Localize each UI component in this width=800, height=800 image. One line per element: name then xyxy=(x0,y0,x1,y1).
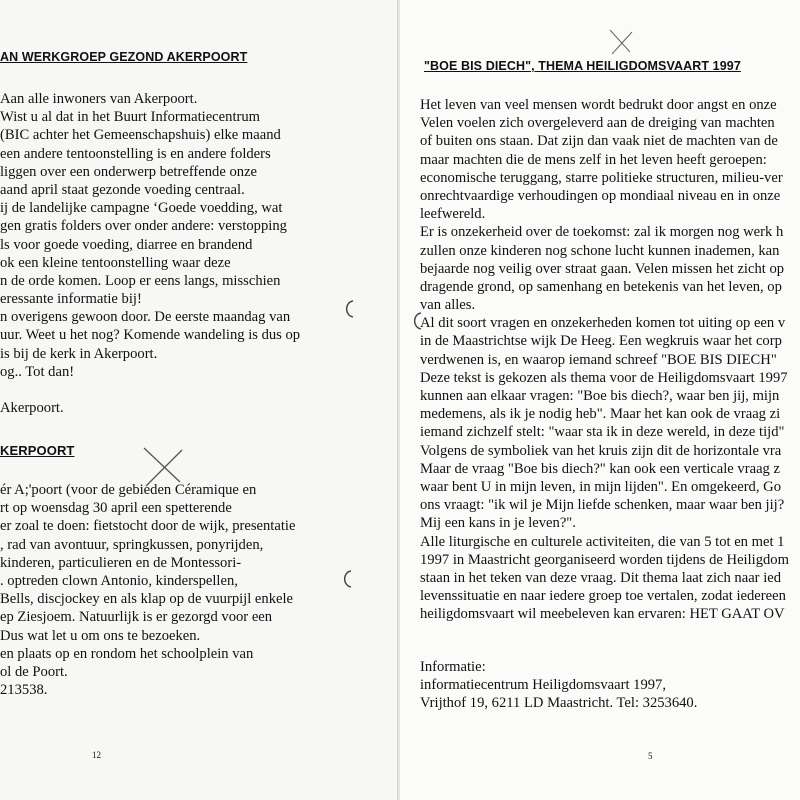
text-line: Vrijthof 19, 6211 LD Maastricht. Tel: 3253640. xyxy=(420,695,698,712)
text-line: kinderen, particulieren en de Montessori- xyxy=(0,554,242,571)
text-line: zullen onze kinderen nog schone lucht kunnen inademen, kan xyxy=(420,242,780,259)
text-line: rt op woensdag 30 april een spetterende xyxy=(0,500,232,517)
text-line xyxy=(0,381,300,399)
text-line: 213538. xyxy=(0,682,48,699)
text-line: waar bent U in mijn leven, in mijn lijden". En omgekeerd, Go xyxy=(420,478,781,495)
text-line: n overigens gewoon door. De eerste maandag van xyxy=(0,309,291,326)
text-line: Velen voelen zich overgeleverd aan de dreiging van machten xyxy=(420,115,775,132)
right-body-text xyxy=(420,96,789,623)
text-line: maar machten die de mens zelf in het leven heeft geroepen: xyxy=(420,151,767,168)
text-line: van alles. xyxy=(420,297,476,314)
text-line: Akerpoort. xyxy=(0,400,64,417)
text-line: ls voor goede voeding, diarree en brandend xyxy=(0,236,253,253)
left-section-1 xyxy=(0,90,300,417)
text-line: Er is onzekerheid over de toekomst: zal ik morgen nog werk h xyxy=(420,224,784,241)
text-line: Volgens de symboliek van het kruis zijn dit de horizontale vra xyxy=(420,442,782,459)
left-heading-1: AN WERKGROEP GEZOND AKERPOORT xyxy=(0,50,248,64)
punch-hole-mark xyxy=(340,568,354,590)
text-line: ons vraagt: "ik wil je Mijn liefde schenken, maar waar ben jij? xyxy=(420,497,785,514)
text-line: Al dit soort vragen en onzekerheden komen tot uiting op een v xyxy=(420,315,786,332)
text-line: dragende grond, op samenhang en betekenis van het leven, op xyxy=(420,278,782,295)
text-line: informatiecentrum Heiligdomsvaart 1997, xyxy=(420,677,666,694)
text-line: ol de Poort. xyxy=(0,663,68,680)
text-line: 1997 in Maastricht georganiseerd worden tijdens de Heiligdom xyxy=(420,551,789,568)
text-line: Maar de vraag "Boe bis diech?" kan ook een verticale vraag z xyxy=(420,460,780,477)
right-page xyxy=(400,0,800,800)
text-line: gen gratis folders over onder andere: verstopping xyxy=(0,218,287,235)
pencil-x-mark xyxy=(138,442,188,492)
text-line: og.. Tot dan! xyxy=(0,363,75,380)
text-line: Bells, discjockey en als klap op de vuurpijl enkele xyxy=(0,591,294,608)
text-line: kunnen aan elkaar vragen: "Boe bis diech?, waar ben jij, mijn xyxy=(420,388,780,404)
text-line: heiligdomsvaart wil meebeleven kan ervaren: HET GAAT OV xyxy=(420,606,785,623)
right-page-number: 5 xyxy=(648,751,653,761)
left-heading-2: KERPOORT xyxy=(0,443,75,458)
text-line: verdwenen is, en waarop iemand schreef "BOE BIS DIECH" xyxy=(420,351,777,368)
text-line: economische teruggang, starre politieke structuren, milieu-ver xyxy=(420,169,783,186)
text-line: Aan alle inwoners van Akerpoort. xyxy=(0,91,198,107)
text-line: levenssituatie en naar iedere groep toe vertalen, zodat iedereen xyxy=(420,588,786,605)
text-line: er zoal te doen: fietstocht door de wijk, presentatie xyxy=(0,518,296,535)
text-line: staan in het teken van deze vraag. Dit thema laat zich naar ied xyxy=(420,569,782,586)
text-line: iemand zichzelf stelt: "waar sta ik in deze wereld, in deze tijd" xyxy=(420,424,785,441)
text-line: bejaarde nog veilig over straat gaan. Velen missen het zicht op xyxy=(420,260,785,277)
text-line: liggen over een onderwerp betreffende onze xyxy=(0,163,258,180)
right-heading: "BOE BIS DIECH", THEMA HEILIGDOMSVAART 1997 xyxy=(424,59,741,73)
text-line: eressante informatie bij! xyxy=(0,291,142,308)
text-line: leefwereld. xyxy=(420,206,486,223)
text-line: Het leven van veel mensen wordt bedrukt door angst en onze xyxy=(420,97,777,113)
text-line: of buiten ons staan. Dat zijn dan vaak niet de machten van de xyxy=(420,133,778,150)
text-line: Deze tekst is gekozen als thema voor de Heiligdomsvaart 1997 xyxy=(420,369,788,386)
punch-hole-mark xyxy=(342,298,356,320)
left-section-2 xyxy=(0,481,295,699)
left-page-number: 12 xyxy=(92,750,101,760)
text-line: Alle liturgische en culturele activiteiten, die van 5 tot en met 1 xyxy=(420,533,785,550)
text-line: onrechtvaardige verhoudingen op mondiaal niveau en in onze xyxy=(420,187,781,204)
text-line: ér A;'poort (voor de gebieden Céramique en xyxy=(0,482,257,498)
text-line: en plaats op en rondom het schoolplein van xyxy=(0,645,254,662)
text-line: een andere tentoonstelling is en andere folders xyxy=(0,145,271,162)
right-info-block xyxy=(420,658,697,713)
text-line: ok een kleine tentoonstelling waar deze xyxy=(0,254,231,271)
text-line: ep Ziesjoem. Natuurlijk is er gezorgd voor een xyxy=(0,609,273,626)
punch-hole-mark xyxy=(410,310,424,332)
text-line: ij de landelijke campagne ‘Goede voedding, wat xyxy=(0,200,283,217)
text-line: Wist u al dat in het Buurt Informatiecentrum xyxy=(0,109,261,126)
text-line: (BIC achter het Gemeenschapshuis) elke maand xyxy=(0,127,281,144)
text-line: Mij een kans in je leven?". xyxy=(420,515,576,532)
text-line: uur. Weet u het nog? Komende wandeling is dus op xyxy=(0,327,301,344)
text-line: , rad van avontuur, springkussen, ponyrijden, xyxy=(0,536,264,553)
text-line: Informatie: xyxy=(420,659,486,675)
text-line: in de Maastrichtse wijk De Heeg. Een wegkruis waar het corp xyxy=(420,333,782,350)
text-line: aand april staat gezonde voeding centraal. xyxy=(0,181,245,198)
text-line: . optreden clown Antonio, kinderspellen, xyxy=(0,572,238,589)
text-line: medemens, als ik je nodig heb". Maar het kan ook de vraag zi xyxy=(420,406,781,423)
text-line: n de orde komen. Loop er eens langs, misschien xyxy=(0,272,281,289)
text-line: is bij de kerk in Akerpoort. xyxy=(0,345,158,362)
text-line: Dus wat let u om ons te bezoeken. xyxy=(0,627,201,644)
pencil-x-mark xyxy=(606,26,636,58)
